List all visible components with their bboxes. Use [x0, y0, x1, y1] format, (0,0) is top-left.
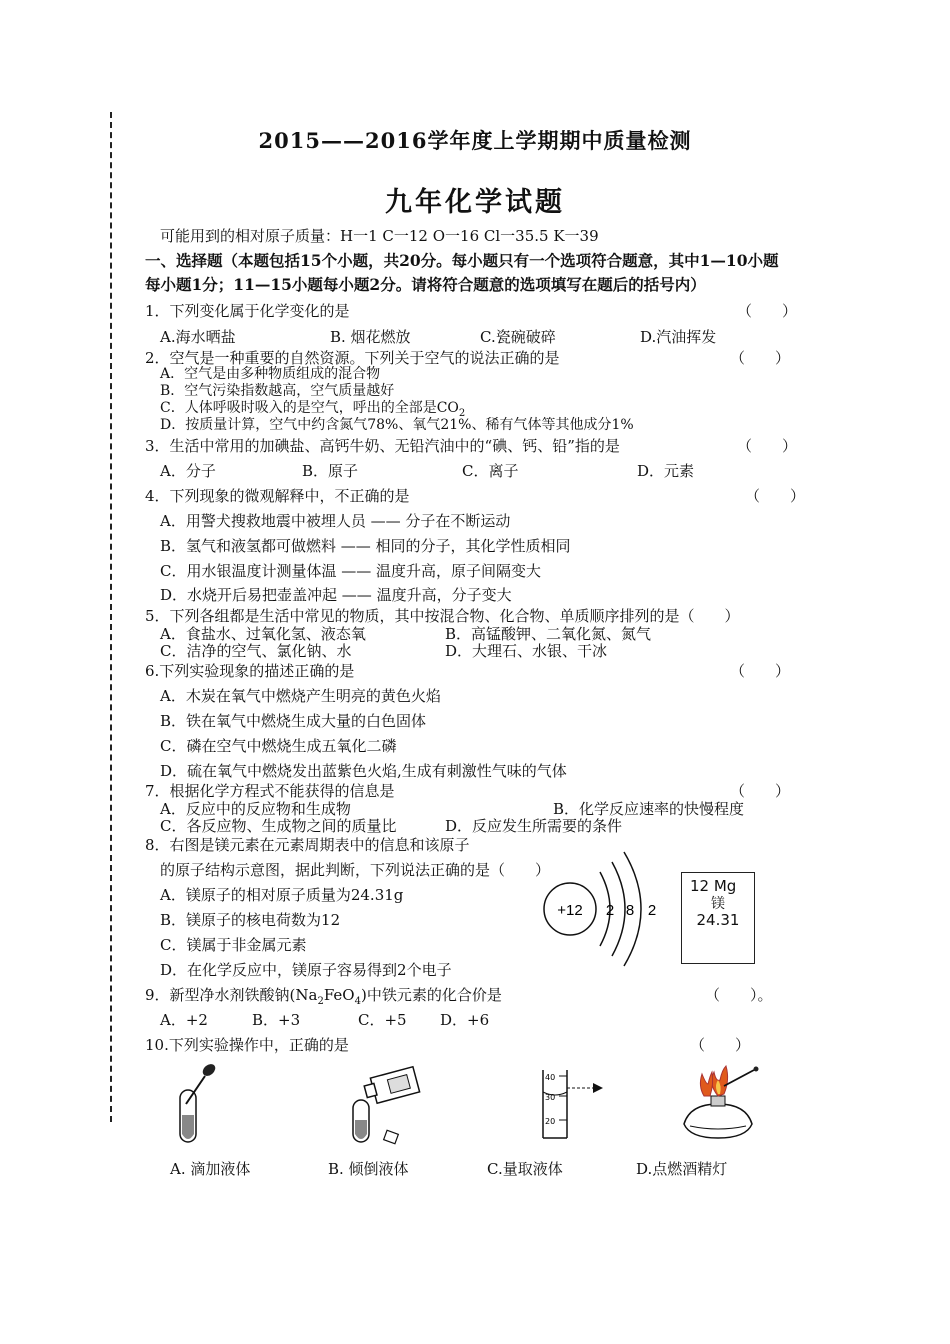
q8-stem-line2: 的原子结构示意图，据此判断，下列说法正确的是（ ）: [160, 861, 551, 879]
q5-option-c: C．洁净的空气、氯化钠、水: [160, 642, 352, 660]
q2-answer-paren: （ ）: [730, 349, 791, 367]
q7-option-b: B．化学反应速率的快慢程度: [553, 800, 745, 818]
q1-option-b: B. 烟花燃放: [330, 328, 411, 346]
q7-option-a: A．反应中的反应物和生成物: [160, 800, 351, 818]
q3-option-b: B．原子: [302, 462, 359, 480]
nucleus-charge: +12: [557, 902, 583, 919]
shell-3-electrons: 2: [647, 902, 657, 919]
atomic-masses: 可能用到的相对原子质量：H一1 C一12 O一16 Cl一35.5 K一39: [160, 227, 599, 245]
q10-caption-b: B. 倾倒液体: [328, 1160, 409, 1178]
q10-stem: 10.下列实验操作中，正确的是: [145, 1036, 349, 1054]
alcohol-lamp-illustration: [680, 1062, 760, 1142]
q5-stem: 5．下列各组都是生活中常见的物质，其中按混合物、化合物、单质顺序排列的是（ ）: [145, 607, 740, 625]
q3-answer-paren: （ ）: [737, 437, 798, 455]
q4-option-b: B．氢气和液氢都可做燃料 —— 相同的分子，其化学性质相同: [160, 537, 571, 555]
exam-subtitle: 九年化学试题: [385, 187, 565, 218]
q2-stem: 2．空气是一种重要的自然资源。下列关于空气的说法正确的是: [145, 349, 560, 367]
mg-element-name: 镁: [711, 896, 725, 912]
q5-option-d: D．大理石、水银、干冰: [445, 642, 608, 660]
q8-option-d: D．在化学反应中，镁原子容易得到2个电子: [160, 961, 452, 979]
scale-mark-top: 40: [545, 1073, 556, 1082]
q7-stem: 7．根据化学方程式不能获得的信息是: [145, 782, 395, 800]
q10-caption-a: A. 滴加液体: [170, 1160, 251, 1178]
q10-answer-paren: （ ）: [690, 1036, 751, 1054]
q2-option-b: B．空气污染指数越高，空气质量越好: [160, 383, 395, 399]
q9-option-a: A．+2: [160, 1011, 208, 1029]
q6-answer-paren: （ ）: [730, 662, 791, 680]
shell-2-electrons: 8: [625, 902, 635, 919]
q4-option-a: A．用警犬搜救地震中被埋人员 —— 分子在不断运动: [160, 512, 511, 530]
exam-title: 2015——2016学年度上学期期中质量检测: [258, 128, 692, 153]
q10-caption-d: D.点燃酒精灯: [636, 1160, 728, 1178]
q3-option-c: C．离子: [462, 462, 519, 480]
q4-option-c: C．用水银温度计测量体温 —— 温度升高，原子间隔变大: [160, 562, 542, 580]
binding-dashed-line: [110, 112, 112, 1122]
q6-option-c: C．磷在空气中燃烧生成五氧化二磷: [160, 737, 397, 755]
q2-option-d: D．按质量计算，空气中约含氮气78%、氧气21%、稀有气体等其他成分1%: [160, 417, 634, 433]
q9-stem: 9．新型净水剂铁酸钠$(Na_2FeO_4)$中铁元素的化合价是: [145, 986, 502, 1007]
q6-option-b: B．铁在氧气中燃烧生成大量的白色固体: [160, 712, 427, 730]
scale-mark-bottom: 20: [545, 1117, 556, 1126]
mg-periodic-cell: [681, 872, 755, 964]
q6-option-d: D．硫在氧气中燃烧发出蓝紫色火焰,生成有刺激性气味的气体: [160, 762, 567, 780]
q1-option-a: A.海水晒盐: [160, 328, 236, 346]
q8-stem-line1: 8．右图是镁元素在元素周期表中的信息和该原子: [145, 836, 470, 854]
scale-mark-mid: 30: [545, 1093, 556, 1102]
pouring-liquid-illustration: [345, 1060, 435, 1150]
mg-atomic-number-symbol: 12 Mg: [690, 877, 737, 895]
q9-option-c: C．+5: [358, 1011, 407, 1029]
q4-answer-paren: （ ）: [745, 487, 806, 505]
q1-option-d: D.汽油挥发: [640, 328, 717, 346]
q8-option-b: B．镁原子的核电荷数为12: [160, 911, 341, 929]
q5-option-a: A．食盐水、过氧化氢、液态氧: [160, 625, 366, 643]
q2-option-a: A．空气是由多种物质组成的混合物: [160, 366, 381, 382]
q1-answer-paren: （ ）: [737, 302, 798, 320]
q4-stem: 4．下列现象的微观解释中，不正确的是: [145, 487, 410, 505]
measuring-cylinder-illustration: [535, 1070, 615, 1140]
q9-option-b: B．+3: [252, 1011, 301, 1029]
q3-stem: 3．生活中常用的加碘盐、高钙牛奶、无铅汽油中的“碘、钙、铅”指的是: [145, 437, 620, 455]
q7-option-c: C．各反应物、生成物之间的质量比: [160, 817, 397, 835]
dropper-adding-liquid-illustration: [175, 1060, 225, 1150]
q6-stem: 6.下列实验现象的描述正确的是: [145, 662, 355, 680]
q5-option-b: B．高锰酸钾、二氧化氮、氮气: [445, 625, 652, 643]
mg-atomic-mass: 24.31: [696, 911, 740, 929]
q6-option-a: A．木炭在氧气中燃烧产生明亮的黄色火焰: [160, 687, 441, 705]
q10-caption-c: C.量取液体: [487, 1160, 563, 1178]
shell-1-electrons: 2: [605, 902, 615, 919]
q1-option-c: C.瓷碗破碎: [480, 328, 556, 346]
q7-option-d: D．反应发生所需要的条件: [445, 817, 623, 835]
q1-stem: 1．下列变化属于化学变化的是: [145, 302, 350, 320]
section1-heading-line1: 一、选择题（本题包括15个小题，共20分。每小题只有一个选项符合题意，其中1—10小题: [145, 251, 779, 270]
q8-option-c: C．镁属于非金属元素: [160, 936, 307, 954]
q8-option-a: A．镁原子的相对原子质量为24.31g: [160, 886, 404, 904]
q4-option-d: D．水烧开后易把壶盖冲起 —— 温度升高，分子变大: [160, 586, 512, 604]
q3-option-d: D．元素: [637, 462, 695, 480]
q9-answer-paren: （ ）。: [705, 986, 773, 1004]
q9-option-d: D．+6: [440, 1011, 490, 1029]
q3-option-a: A．分子: [160, 462, 216, 480]
q7-answer-paren: （ ）: [730, 782, 791, 800]
section1-heading-line2: 每小题1分；11—15小题每小题2分。请将符合题意的选项填写在题后的括号内）: [145, 275, 706, 294]
mg-atom-diagram: [540, 850, 670, 970]
q2-option-c: C．人体呼吸时吸入的是空气，呼出的全部是$CO_2$: [160, 400, 466, 419]
